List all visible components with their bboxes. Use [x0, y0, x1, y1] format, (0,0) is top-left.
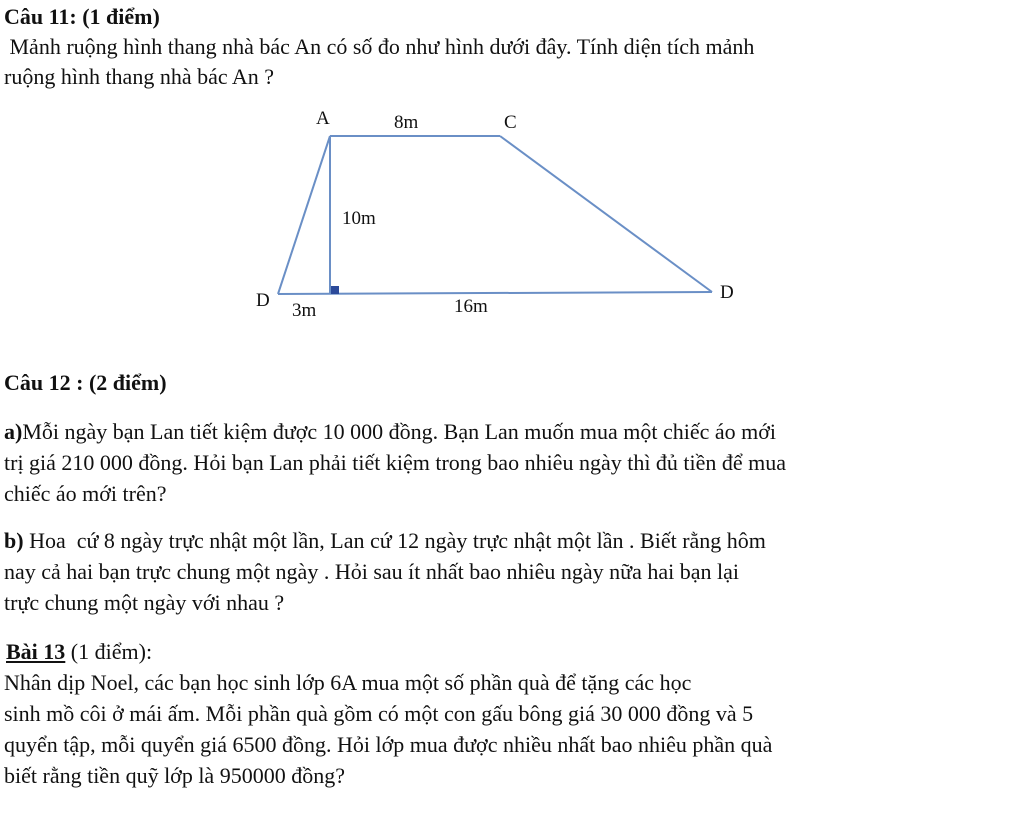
q12-b-line-1	[4, 526, 766, 556]
q13-heading-line	[6, 637, 152, 667]
q11-line-1: Mảnh ruộng hình thang nhà bác An có số đo như hình dưới đây. Tính diện tích mảnh	[4, 34, 755, 59]
label-top-length: 8m	[394, 112, 419, 133]
label-bottom-length: 16m	[454, 296, 488, 317]
edge-left	[278, 136, 330, 294]
q12-heading: Câu 12 : (2 điểm)	[4, 370, 167, 395]
q12-b-line-2: nay cả hai bạn trực chung một ngày . Hỏi sau ít nhất bao nhiêu ngày nữa hai bạn lại	[4, 559, 739, 584]
label-height: 10m	[342, 208, 376, 229]
right-angle-mark	[331, 286, 339, 294]
q12-a-line-2: trị giá 210 000 đồng. Hỏi bạn Lan phải tiết kiệm trong bao nhiêu ngày thì đủ tiền để mua	[4, 450, 787, 475]
q13-line-4: biết rằng tiền quỹ lớp là 950000 đồng?	[4, 763, 345, 788]
label-vertex-d-right: D	[720, 282, 734, 303]
edge-bottom	[278, 292, 712, 294]
q12-b-line-3: trực chung một ngày với nhau ?	[4, 590, 285, 615]
label-left-offset: 3m	[292, 300, 317, 321]
label-vertex-c: C	[504, 112, 517, 133]
q13-points: (1 điểm):	[65, 639, 153, 664]
q12-a-prefix: a)	[4, 419, 23, 444]
q13-line-2: sinh mồ côi ở mái ấm. Mỗi phần quà gồm có một con gấu bông giá 30 000 đồng và 5	[4, 701, 754, 726]
q11-line-2: ruộng hình thang nhà bác An ?	[4, 64, 275, 89]
q11-heading: Câu 11: (1 điểm)	[4, 4, 160, 29]
q13-line-3: quyển tập, mỗi quyển giá 6500 đồng. Hỏi lớp mua được nhiều nhất bao nhiêu phần quà	[4, 732, 773, 757]
edge-right	[500, 136, 712, 292]
q12-a-line-3: chiếc áo mới trên?	[4, 481, 167, 506]
q12-b-text-1: Hoa cứ 8 ngày trực nhật một lần, Lan cứ 12 ngày trực nhật một lần . Biết rằng hôm	[23, 528, 766, 553]
q13-line-1: Nhân dịp Noel, các bạn học sinh lớp 6A mua một số phần quà để tặng các học	[4, 670, 692, 695]
q12-a-line-1	[4, 417, 776, 447]
q12-b-prefix: b)	[4, 528, 24, 553]
q12-a-text-1: Mỗi ngày bạn Lan tiết kiệm được 10 000 đồng. Bạn Lan muốn mua một chiếc áo mới	[22, 419, 777, 444]
q13-heading: Bài 13	[6, 639, 66, 664]
label-vertex-a: A	[316, 108, 330, 129]
label-vertex-d-left: D	[256, 290, 270, 311]
